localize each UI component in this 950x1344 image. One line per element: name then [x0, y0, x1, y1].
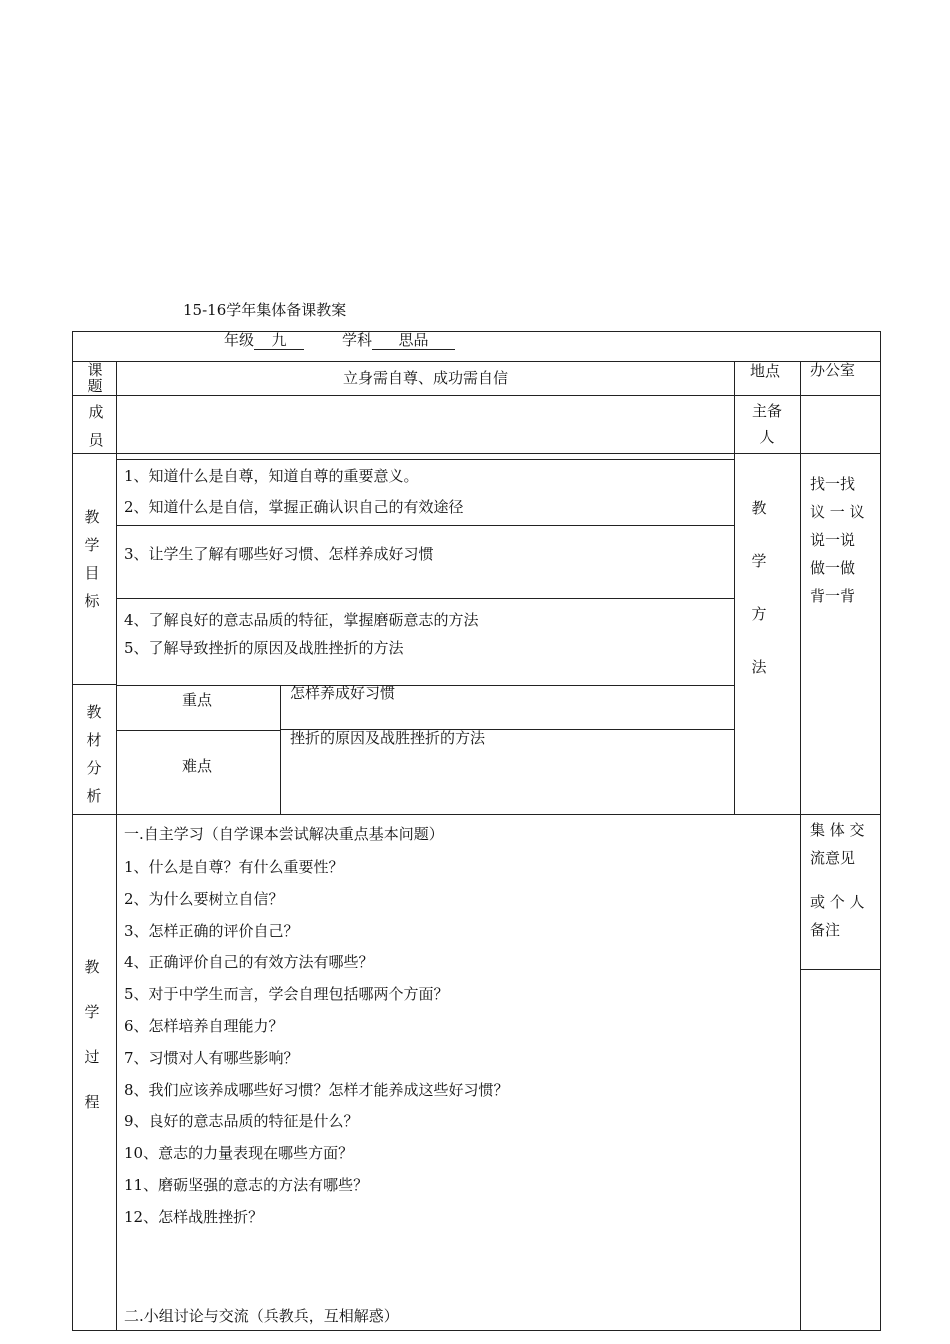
method-list: [810, 470, 865, 610]
notes-line: 集 体 交: [810, 821, 865, 839]
doc-title: 15-16学年集体备课教案: [183, 301, 347, 319]
material-label: 教材分析: [86, 703, 102, 805]
key-point-label: 重点: [182, 691, 213, 709]
process-section-1: 一.自主学习（自学课本尝试解决重点基本问题）: [124, 825, 444, 843]
question-item: 7、习惯对人有哪些影响？: [124, 1048, 299, 1067]
question-item: 1、什么是自尊？有什么重要性？: [124, 858, 344, 876]
topic-label: [82, 362, 108, 394]
location-label: 地点: [750, 362, 781, 380]
difficulty-label: 难点: [182, 757, 213, 775]
method-item: 做一做: [810, 559, 856, 577]
members-label: 成员: [88, 403, 104, 449]
method-item: 议 一 议: [810, 503, 865, 521]
question-item: 6、怎样培养自理能力？: [124, 1016, 284, 1035]
objective-item: 3、让学生了解有哪些好习惯、怎样养成好习惯: [124, 545, 434, 563]
grade-value: 九: [254, 333, 304, 350]
host-label: 主备人: [751, 402, 782, 446]
question-item: 10、意志的力量表现在哪些方面？: [124, 1144, 354, 1163]
subject-value: 思品: [372, 333, 455, 350]
objective-item: 4、了解良好的意志品质的特征，掌握磨砺意志的方法: [124, 611, 479, 629]
objective-item: 5、了解导致挫折的原因及战胜挫折的方法: [124, 639, 404, 657]
method-item: 背一背: [810, 587, 856, 605]
subject-label: 学科: [342, 331, 373, 349]
question-item: 4、正确评价自己的有效方法有哪些？: [124, 953, 374, 972]
question-item: 12、怎样战胜挫折？: [124, 1207, 264, 1226]
process-section-2: 二.小组讨论与交流（兵教兵，互相解惑）: [124, 1307, 399, 1325]
method-item: 说一说: [810, 531, 856, 549]
method-item: 找一找: [810, 475, 856, 493]
process-label: 教学过程: [84, 958, 100, 1111]
notes-header: [810, 816, 865, 944]
topic-value: 立身需自尊、成功需自信: [342, 369, 508, 387]
notes-line: 或 个 人: [810, 893, 865, 911]
difficulty-value: 挫折的原因及战胜挫折的方法: [290, 729, 486, 747]
objective-item: 1、知道什么是自尊，知道自尊的重要意义。: [124, 467, 419, 485]
topic-label-text: 课题: [87, 361, 103, 395]
location-value: 办公室: [810, 361, 856, 379]
objectives-label: 教学目标: [84, 508, 100, 610]
question-item: 3、怎样正确的评价自己？: [124, 921, 299, 940]
grade-label: 年级: [224, 331, 255, 349]
question-item: 11、磨砺坚强的意志的方法有哪些？: [124, 1175, 369, 1194]
grade-field: [224, 333, 304, 350]
question-list: [124, 852, 509, 1234]
question-item: 2、为什么要树立自信？: [124, 889, 284, 908]
notes-line: 流意见: [810, 849, 856, 867]
key-point-value: 怎样养成好习惯: [290, 684, 396, 702]
question-item: 8、我们应该养成哪些好习惯？怎样才能养成这些好习惯？: [124, 1080, 509, 1099]
objective-item: 2、知道什么是自信，掌握正确认识自己的有效途径: [124, 498, 464, 516]
subject-field: [342, 333, 455, 350]
method-label: 教学方法: [751, 499, 767, 676]
notes-line: 备注: [810, 921, 841, 939]
question-item: 5、对于中学生而言，学会自理包括哪两个方面？: [124, 985, 449, 1004]
question-item: 9、良好的意志品质的特征是什么？: [124, 1112, 359, 1131]
